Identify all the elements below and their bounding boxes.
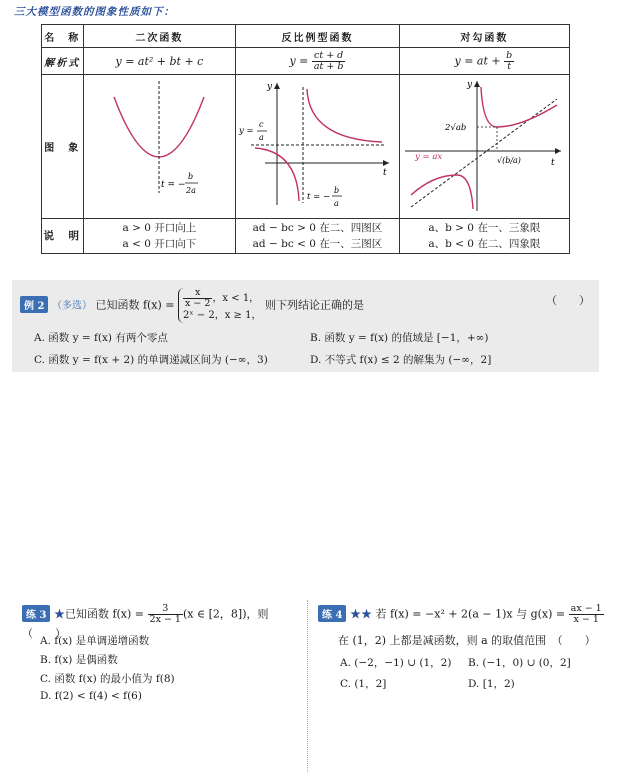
hook-asym-label: y = ax — [415, 152, 443, 162]
header-name: 名 称 — [42, 25, 84, 48]
inverse-desc-line: ad − bc > 0 在二、四图区 — [252, 222, 383, 234]
piecewise-definition — [178, 288, 261, 323]
quadratic-desc-line: a > 0 开口向上 — [122, 222, 197, 234]
example-panel — [12, 280, 599, 372]
formula-label: 解析式 — [42, 48, 84, 75]
inverse-formula-prefix: y = — [289, 54, 309, 67]
practice3-stem-prefix: 已知函数 f(x) = — [64, 607, 145, 621]
example-question — [20, 288, 590, 323]
hook-desc-line: a、b > 0 在一、三象限 — [428, 222, 541, 234]
header-hook: 对勾函数 — [399, 25, 569, 48]
inverse-v-label: t = − — [307, 192, 331, 202]
graph-label: 图 象 — [42, 75, 84, 219]
hook-description — [399, 219, 569, 254]
quadratic-formula: y = at² + bt + c — [83, 48, 236, 75]
practice4-line2: 在 (1，2) 上都是减函数，则 a 的取值范围 （ ） — [338, 634, 596, 647]
practice3-option-c[interactable]: C. 函数 f(x) 的最小值为 f(8) — [40, 673, 175, 685]
practice3-stem-suffix: (x ∈ [2，8])，则（ ） — [22, 607, 269, 640]
inverse-graph-cell — [236, 75, 399, 219]
hook-t-label: t — [551, 158, 555, 168]
header-inverse: 反比例型函数 — [236, 25, 399, 48]
hook-min-label: 2√ab — [445, 123, 467, 133]
symmetry-axis-den: 2a — [186, 186, 197, 195]
example-option-a[interactable]: A. 函数 y = f(x) 有两个零点 — [34, 332, 168, 344]
hook-y-label: y — [467, 80, 473, 90]
practice3-option-a[interactable]: A. f(x) 是单调递增函数 — [40, 635, 150, 647]
hook-formula-prefix: y = at + — [454, 54, 501, 67]
quadratic-graph — [84, 75, 234, 215]
hook-formula-den: t — [507, 60, 512, 72]
example-badge: 例 2 — [20, 296, 48, 313]
piece-one-cond: ，x < 1， — [212, 293, 260, 304]
practice3-option-b[interactable]: B. f(x) 是偶函数 — [40, 654, 118, 666]
formula-row — [42, 48, 570, 75]
practice3-option-d[interactable]: D. f(2) < f(4) < f(6) — [40, 690, 142, 702]
inverse-formula-den: at + b — [313, 60, 344, 72]
inverse-t-label: t — [383, 168, 388, 178]
practice3-badge: 练 3 — [22, 605, 50, 622]
example-stem-prefix: 已知函数 f(x) = — [95, 298, 175, 312]
hook-x-label: √(b/a) — [497, 156, 522, 165]
inverse-graph — [237, 75, 397, 215]
inverse-y-label: y — [267, 82, 273, 92]
quadratic-graph-cell — [83, 75, 236, 219]
practice4-option-b[interactable]: B. (−1，0) ∪ (0，2] — [468, 657, 571, 669]
hook-graph — [401, 75, 567, 215]
description-label: 说 明 — [42, 219, 84, 254]
header-quadratic: 二次函数 — [83, 25, 236, 48]
inverse-desc-line: ad − bc < 0 在一、三图区 — [252, 238, 383, 250]
inverse-formula-fraction — [312, 51, 346, 72]
practice3-stars: ★ — [53, 607, 65, 621]
hook-desc-line: a、b < 0 在二、四象限 — [428, 238, 541, 250]
practice4-den: x − 1 — [573, 614, 599, 625]
example-answer-paren: （ ） — [546, 294, 590, 307]
practice4-stars: ★★ — [349, 607, 372, 621]
inverse-formula — [236, 48, 399, 75]
piece-two: 2ˣ − 2，x ≥ 1， — [183, 310, 262, 321]
inverse-h-den: a — [259, 133, 265, 142]
table-header-row — [42, 25, 570, 48]
hook-formula — [399, 48, 569, 75]
hook-formula-num: b — [506, 49, 513, 61]
hook-graph-cell — [399, 75, 569, 219]
hook-left-branch — [411, 175, 473, 209]
quadratic-description — [83, 219, 236, 254]
graph-row — [42, 75, 570, 219]
piece-one-fraction — [183, 288, 212, 309]
inverse-h-label: y = — [239, 126, 255, 136]
inverse-formula-num: ct + d — [312, 51, 346, 62]
model-function-table — [41, 24, 570, 254]
example-option-b[interactable]: B. 函数 y = f(x) 的值域是 [−1，+∞) — [310, 332, 489, 344]
page-heading: 三大模型函数的图象性质如下： — [14, 6, 175, 18]
hook-formula-fraction — [504, 51, 514, 72]
quadratic-desc-line: a < 0 开口向下 — [122, 238, 197, 250]
hyperbola-upper-branch — [307, 89, 382, 142]
practice4-option-d[interactable]: D. [1，2) — [468, 678, 515, 690]
practice3-den: 2x − 1 — [149, 614, 181, 625]
example-option-d[interactable]: D. 不等式 f(x) ≤ 2 的解集为 (−∞，2] — [310, 354, 492, 366]
practice4-option-c[interactable]: C. (1，2] — [340, 678, 387, 690]
description-row — [42, 219, 570, 254]
piece-one-den: x − 2 — [185, 298, 211, 309]
example-stem-suffix: 则下列结论正确的是 — [264, 298, 364, 312]
practice3-fraction — [148, 604, 183, 625]
practice3-num: 3 — [148, 604, 183, 615]
piece-one-num: x — [183, 288, 212, 299]
practice4-num: ax − 1 — [570, 603, 602, 614]
symmetry-axis-label: t = − — [161, 180, 186, 190]
practice4-fraction — [569, 604, 604, 625]
example-option-c[interactable]: C. 函数 y = f(x + 2) 的单调递减区间为 (−∞，3) — [34, 354, 268, 366]
practice4-badge: 练 4 — [318, 605, 346, 622]
practice4-question — [318, 604, 608, 625]
inverse-description — [236, 219, 399, 254]
example-tag: （多选） — [51, 300, 92, 312]
piece-one — [183, 288, 261, 309]
practice4-stem-prefix: 若 f(x) = −x² + 2(a − 1)x 与 g(x) = — [375, 607, 566, 621]
symmetry-axis-num: b — [188, 172, 194, 181]
inverse-v-num: b — [334, 186, 340, 195]
practice4-option-a[interactable]: A. (−2，−1) ∪ (1，2) — [340, 657, 452, 669]
column-divider — [307, 600, 308, 772]
inverse-v-den: a — [334, 199, 340, 208]
inverse-h-num: c — [259, 120, 264, 129]
